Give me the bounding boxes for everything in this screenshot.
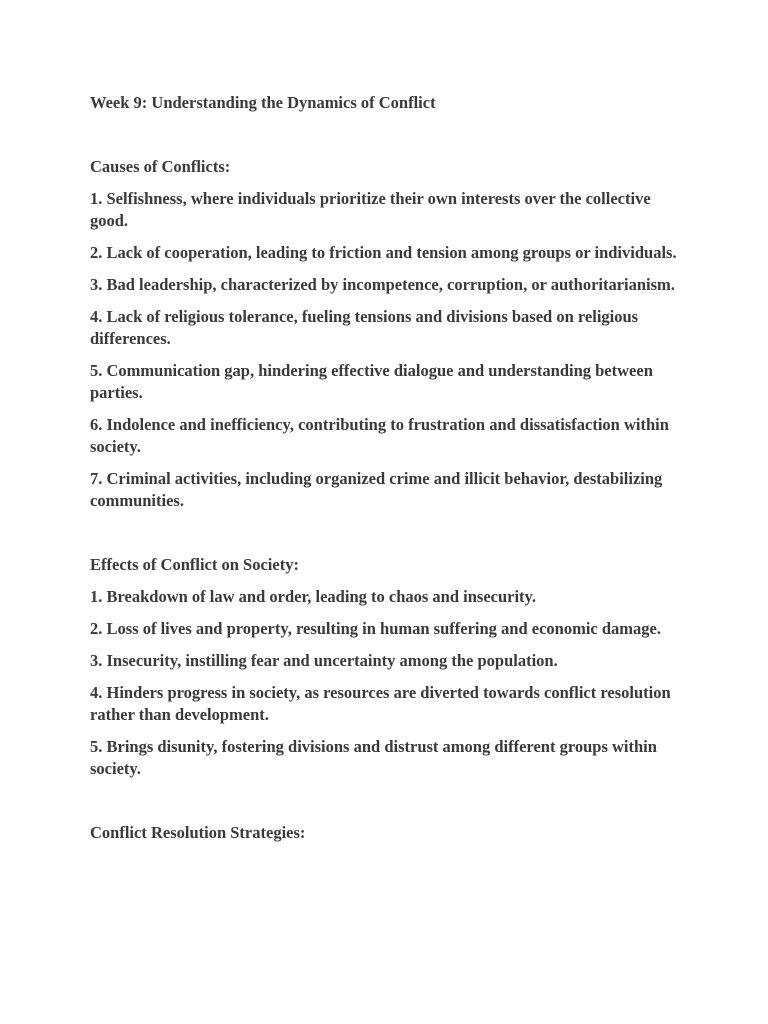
causes-list bbox=[90, 188, 690, 512]
list-item: 1. Breakdown of law and order, leading to chaos and insecurity. bbox=[90, 587, 537, 606]
list-item: 6. Indolence and inefficiency, contributing to frustration and dissatisfaction within society. bbox=[90, 415, 669, 456]
list-item: 2. Lack of cooperation, leading to friction and tension among groups or individuals. bbox=[90, 243, 677, 262]
list-item: 5. Brings disunity, fostering divisions and distrust among different groups within society. bbox=[90, 737, 657, 778]
list-item: 7. Criminal activities, including organized crime and illicit behavior, destabilizing communities. bbox=[90, 469, 663, 510]
list-item: 4. Lack of religious tolerance, fueling tensions and divisions based on religious differences. bbox=[90, 307, 639, 348]
effects-section bbox=[90, 554, 690, 780]
effects-heading: Effects of Conflict on Society: bbox=[90, 555, 299, 574]
causes-section bbox=[90, 156, 690, 512]
list-item: 5. Communication gap, hindering effective dialogue and understanding between parties. bbox=[90, 361, 653, 402]
list-item: 1. Selfishness, where individuals prioritize their own interests over the collective good. bbox=[90, 189, 651, 230]
effects-list bbox=[90, 586, 690, 780]
list-item: 3. Bad leadership, characterized by incompetence, corruption, or authoritarianism. bbox=[90, 275, 675, 294]
list-item: 3. Insecurity, instilling fear and uncertainty among the population. bbox=[90, 651, 558, 670]
causes-heading: Causes of Conflicts: bbox=[90, 157, 231, 176]
list-item: 4. Hinders progress in society, as resources are diverted towards conflict resolution rather than development. bbox=[90, 683, 671, 724]
document-title: Week 9: Understanding the Dynamics of Conflict bbox=[90, 93, 436, 112]
list-item: 2. Loss of lives and property, resulting in human suffering and economic damage. bbox=[90, 619, 661, 638]
resolution-heading: Conflict Resolution Strategies: bbox=[90, 823, 306, 842]
document-page bbox=[90, 92, 690, 844]
resolution-section bbox=[90, 822, 690, 844]
